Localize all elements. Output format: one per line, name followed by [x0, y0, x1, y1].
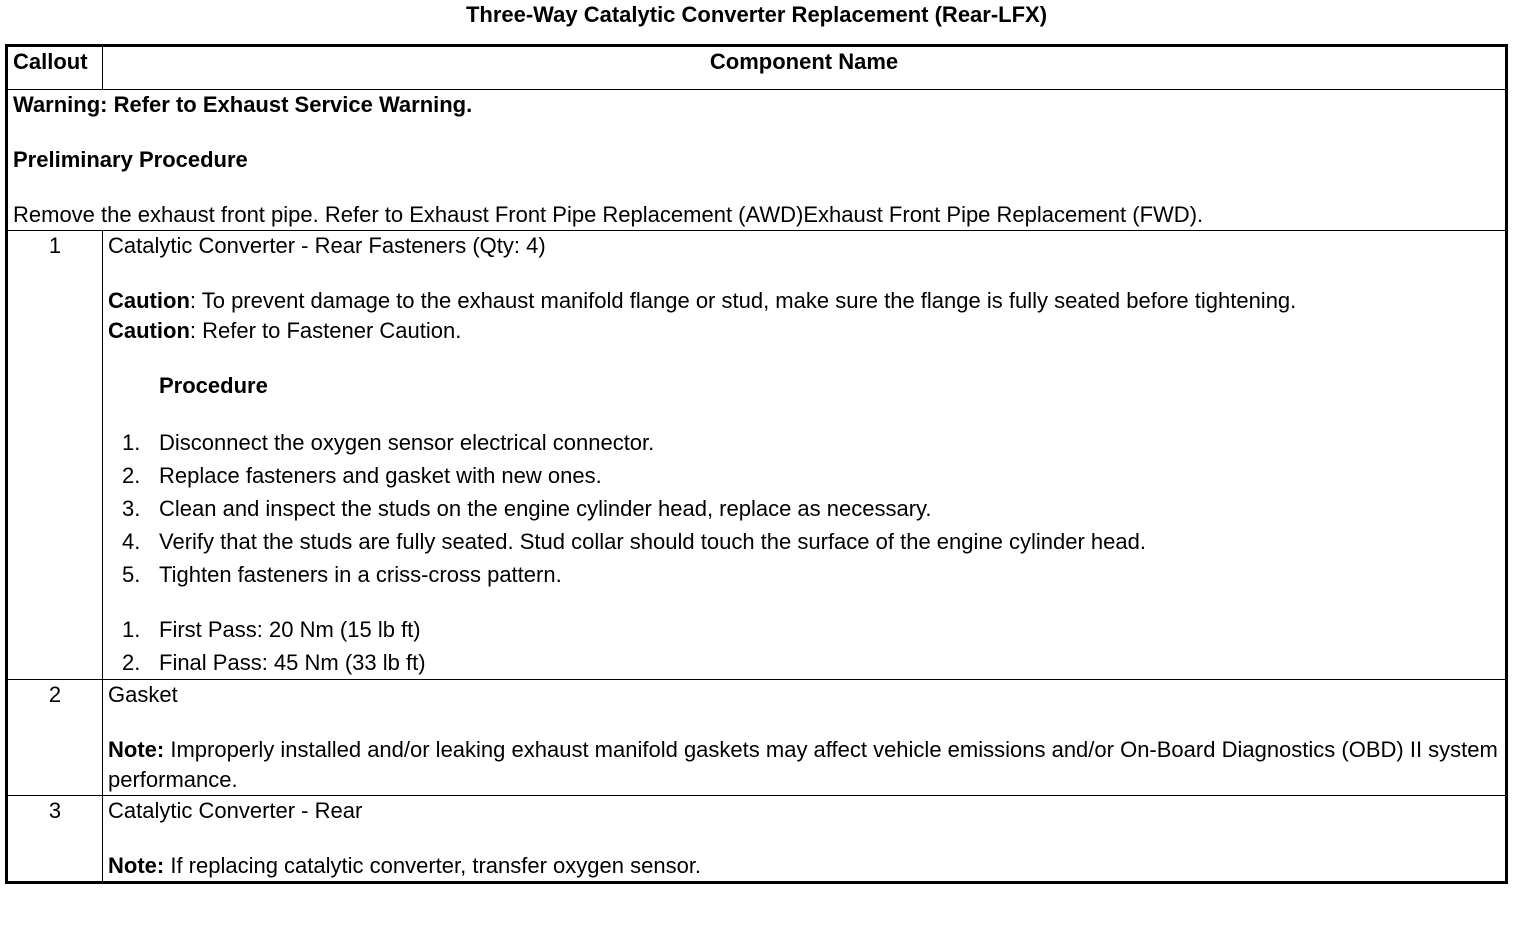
list-item — [108, 426, 1500, 459]
component-table — [5, 44, 1508, 884]
component-cell — [103, 796, 1507, 883]
list-item — [108, 613, 1500, 646]
step-text: Tighten fasteners in a criss-cross pattern. — [159, 562, 562, 587]
caution-label: Caution — [108, 288, 190, 313]
note-text: Improperly installed and/or leaking exhaust manifold gaskets may affect vehicle emissions and/or On-Board Diagnostics (OBD) II system performance. — [108, 737, 1498, 792]
caution-label: Caution — [108, 318, 190, 343]
preliminary-heading: Preliminary Procedure — [13, 147, 248, 172]
step-number: 1. — [122, 617, 141, 642]
component-name: Gasket — [108, 682, 178, 707]
note-label: Note: — [108, 737, 165, 762]
note-label: Note: — [108, 853, 165, 878]
note-line — [108, 851, 1500, 881]
callout-number: 3 — [7, 796, 103, 883]
component-name: Catalytic Converter - Rear — [108, 798, 363, 823]
callout-number: 1 — [7, 231, 103, 680]
preliminary-text: Remove the exhaust front pipe. Refer to Exhaust Front Pipe Replacement (AWD)Exhaust Front Pipe Replacement (FWD). — [13, 202, 1204, 227]
component-name-column-header: Component Name — [103, 46, 1507, 90]
step-number: 1. — [122, 430, 141, 455]
component-cell — [103, 680, 1507, 796]
procedure-heading: Procedure — [159, 373, 268, 398]
component-name: Catalytic Converter - Rear Fasteners (Qty: 4) — [108, 233, 546, 258]
step-text: Clean and inspect the studs on the engine cylinder head, replace as necessary. — [159, 496, 932, 521]
caution-line — [108, 286, 1500, 316]
torque-steps — [108, 613, 1500, 679]
table-row — [7, 231, 1507, 680]
caution-line — [108, 316, 1500, 346]
step-number: 2. — [122, 463, 141, 488]
component-cell — [103, 231, 1507, 680]
warning-text: Warning: Refer to Exhaust Service Warning. — [13, 92, 473, 117]
procedure-steps — [108, 426, 1500, 591]
step-text: Replace fasteners and gasket with new ones. — [159, 463, 602, 488]
step-text: Disconnect the oxygen sensor electrical connector. — [159, 430, 655, 455]
table-header-row — [7, 46, 1507, 90]
step-number: 5. — [122, 562, 141, 587]
list-item — [108, 459, 1500, 492]
callout-column-header: Callout — [7, 46, 103, 90]
note-line — [108, 735, 1500, 795]
callout-number: 2 — [7, 680, 103, 796]
caution-text: : Refer to Fastener Caution. — [189, 318, 462, 343]
table-row — [7, 796, 1507, 883]
list-item — [108, 646, 1500, 679]
step-text: Final Pass: 45 Nm (33 lb ft) — [159, 650, 426, 675]
table-row — [7, 680, 1507, 796]
page-title: Three-Way Catalytic Converter Replacement (Rear-LFX) — [465, 2, 1048, 27]
list-item — [108, 492, 1500, 525]
note-text: If replacing catalytic converter, transfer oxygen sensor. — [164, 853, 702, 878]
warning-cell — [7, 90, 1507, 231]
list-item — [108, 558, 1500, 591]
step-number: 2. — [122, 650, 141, 675]
warning-row — [7, 90, 1507, 231]
step-number: 3. — [122, 496, 141, 521]
step-number: 4. — [122, 529, 141, 554]
step-text: Verify that the studs are fully seated. Stud collar should touch the surface of the engine cylinder head. — [159, 529, 1146, 554]
step-text: First Pass: 20 Nm (15 lb ft) — [159, 617, 421, 642]
list-item — [108, 525, 1500, 558]
caution-text: : To prevent damage to the exhaust manifold flange or stud, make sure the flange is fully seated before tightening. — [189, 288, 1297, 313]
